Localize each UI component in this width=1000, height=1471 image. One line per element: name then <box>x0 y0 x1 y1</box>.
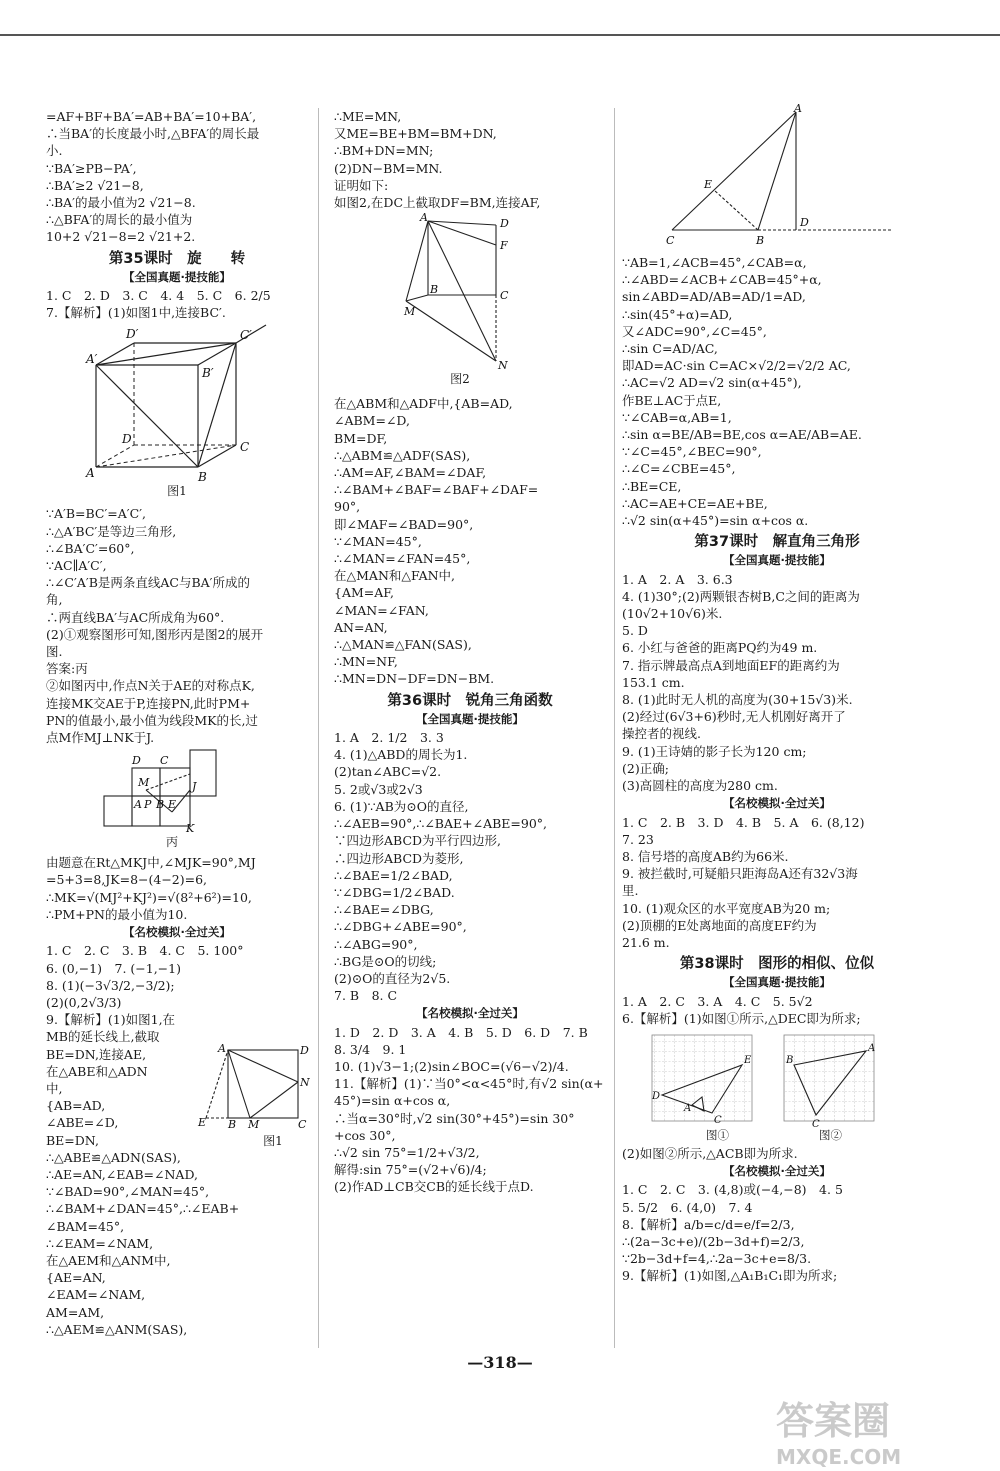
text-line: 5. 5/2 6. (4,0) 7. 4 <box>622 1199 753 1215</box>
text-line: ∴ME=MN, <box>334 109 402 124</box>
watermark-title: 答案圈 <box>776 1399 891 1443</box>
section-heading: 【全国真题·提技能】 <box>123 269 231 284</box>
text-line: ∴当BA′的长度最小时,△BFA′的周长最 <box>46 126 260 142</box>
text-line: AM=AM, <box>46 1304 105 1320</box>
label-c: C <box>160 754 169 768</box>
text-line: (2)如图②所示,△ACB即为所求. <box>622 1145 798 1161</box>
net-diagram <box>102 750 242 834</box>
solution-lines <box>622 1145 932 1162</box>
triangle-diagram <box>662 104 902 248</box>
square-diagram <box>198 1042 310 1132</box>
label-d-prime: D′ <box>126 327 139 342</box>
text-line: ∴√2 sin(α+45°)=sin α+cos α. <box>622 513 809 529</box>
label-e: E <box>168 798 177 812</box>
label-c: C <box>812 1118 820 1130</box>
text-line: 如图2,在DC上截取DF=BM,连接AF, <box>334 195 541 211</box>
text-line: 4. (1)△ABD的周长为1. <box>334 747 468 763</box>
text-line: BE=DN, <box>46 1132 99 1148</box>
text-line: 9.【解析】(1)如图1,在 <box>46 1012 176 1028</box>
text-line: ∴两直线BA′与AC所成角为60°. <box>46 609 225 625</box>
text-line: 1. A 2. 1/2 3. 3 <box>334 730 444 746</box>
text-line: ∴MN=NF, <box>334 654 398 670</box>
text-line: 里. <box>622 883 639 899</box>
text-line: ∠ABM=∠D, <box>334 413 410 429</box>
label-b: B <box>786 1054 794 1066</box>
section-heading: 【全国真题·提技能】 <box>416 711 524 726</box>
text-line: 1. A 2. A 3. 6.3 <box>622 571 733 587</box>
text-line: 即AD=AC·sin C=AC×√2/2=√2/2 AC, <box>622 358 851 374</box>
text-line: ∴∠BAM+∠BAF=∠BAF+∠DAF= <box>334 482 539 498</box>
answer-lines <box>622 993 932 1027</box>
label-m: M <box>404 305 416 319</box>
text-line: 在△AEM和△ANM中, <box>46 1252 171 1268</box>
solution-lines <box>46 505 308 746</box>
text-line: 10. (1)√3−1;(2)sin∠BOC=(√6−√2)/4. <box>334 1058 569 1074</box>
label-c: C <box>298 1118 307 1132</box>
label-c: C <box>714 1114 722 1126</box>
answer-block <box>46 942 308 1338</box>
watermark <box>776 1390 986 1469</box>
text-line: ∴∠ABD=∠ACB+∠CAB=45°+α, <box>622 272 822 288</box>
label-d: D <box>122 432 132 447</box>
text-line: ∴四边形ABCD为菱形, <box>334 850 464 866</box>
text-line: {AE=AN, <box>46 1270 106 1286</box>
text-line: 90°, <box>334 499 361 515</box>
text-line: ∴BE=CE, <box>622 478 682 494</box>
label-b: B <box>430 283 439 297</box>
text-line: 1. A 2. C 3. A 4. C 5. 5√2 <box>622 993 813 1009</box>
cube-diagram <box>86 325 286 483</box>
label-m: M <box>248 1118 260 1132</box>
text-line: 7. 指示牌最高点A到地面EF的距离约为 <box>622 657 840 673</box>
text-line: ∴AM=AF,∠BAM=∠DAF, <box>334 465 487 481</box>
text-line: ∴当α=30°时,√2 sin(30°+45°)=sin 30° <box>334 1110 575 1126</box>
text-line: 小. <box>46 143 63 159</box>
text-line: 5. 2或√3或2√3 <box>334 781 423 797</box>
text-line: 1. C 2. B 3. D 4. B 5. A 6. (8,12) <box>622 814 865 830</box>
text-line: 153.1 cm. <box>622 674 685 690</box>
text-line: 证明如下: <box>334 177 389 193</box>
label-a: A <box>868 1042 876 1054</box>
text-line: ∴∠EAM=∠NAM, <box>46 1235 154 1251</box>
lesson-title: 第36课时 锐角三角函数 <box>387 692 553 709</box>
text-line: 10+2 √21−8=2 √21+2. <box>46 229 196 245</box>
label-m: M <box>138 776 150 790</box>
text-line: ∴AC=√2 AD=√2 sin(α+45°), <box>622 375 802 391</box>
text-line: 6.【解析】(1)如图①所示,△DEC即为所求; <box>622 1010 861 1026</box>
text-line: 8. 信号塔的高度AB约为66米. <box>622 848 789 864</box>
text-line: ∴∠DBG+∠ABE=90°, <box>334 919 467 935</box>
text-line: 11.【解析】(1)∵当0°<α<45°时,有√2 sin(α+ <box>334 1076 604 1092</box>
text-line: 9.【解析】(1)如图,△A₁B₁C₁即为所求; <box>622 1268 838 1284</box>
text-line: 又ME=BE+BM=BM+DN, <box>334 126 497 142</box>
text-line: ∠EAM=∠NAM, <box>46 1287 146 1303</box>
text-line: ∴∠C′A′B是两条直线AC与BA′所成的 <box>46 575 251 591</box>
text-line: 在△ABE和△ADN <box>46 1063 148 1079</box>
label-a: A <box>684 1102 692 1114</box>
column-1 <box>46 108 308 1338</box>
text-line: ∴PM+PN的最小值为10. <box>46 906 188 922</box>
text-line: 6. 小红与爸爸的距离PQ约为49 m. <box>622 640 818 656</box>
text-line: ∴△ABE≌△ADN(SAS), <box>46 1149 181 1165</box>
text-line: 7. B 8. C <box>334 988 398 1004</box>
text-line: MB的延长线上,截取 <box>46 1029 160 1045</box>
figure-caption: 图② <box>819 1127 842 1142</box>
text-line: sin∠ABD=AD/AB=AD/1=AD, <box>622 289 806 305</box>
figure-triangle <box>622 104 932 250</box>
text-line: (2)tan∠ABC=√2. <box>334 764 442 780</box>
text-line: ∵AB=1,∠ACB=45°,∠CAB=α, <box>622 255 807 270</box>
text-line: 7. 23 <box>622 831 654 847</box>
text-line: (10√2+10√6)米. <box>622 606 723 622</box>
lesson-title: 第37课时 解直角三角形 <box>694 534 860 551</box>
figure-caption: 图1 <box>167 484 187 499</box>
label-j: J <box>192 780 197 794</box>
answer-lines <box>622 814 932 952</box>
lesson-title: 第35课时 旋 转 <box>108 250 246 267</box>
text-line: ∠BAM=45°, <box>46 1218 125 1234</box>
text-line: ∴△MAN≌△FAN(SAS), <box>334 637 472 653</box>
text-line: ∵BA′≥PB−PA′, <box>46 160 137 176</box>
section-heading: 【全国真题·提技能】 <box>723 975 831 990</box>
text-line: ∴∠BAE=1/2∠BAD, <box>334 867 453 883</box>
label-c: C <box>666 234 675 247</box>
label-k: K <box>186 822 195 836</box>
text-line: 作BE⊥AC于点E, <box>622 392 722 408</box>
text-line: 1. C 2. D 3. C 4. 4 5. C 6. 2/5 <box>46 288 271 304</box>
text-line: ∴∠BAE=∠DBG, <box>334 902 434 918</box>
text-line: ∴∠ABG=90°, <box>334 936 418 952</box>
text-line: ∴∠BAM+∠DAN=45°,∴∠EAB+ <box>46 1201 240 1217</box>
text-line: PN的值最小,最小值为线段MK的长,过 <box>46 712 258 728</box>
text-line: 解得:sin 75°=(√2+√6)/4; <box>334 1162 487 1178</box>
text-line: 1. D 2. D 3. A 4. B 5. D 6. D 7. B <box>334 1024 588 1040</box>
text-line: ∠ABE=∠D, <box>46 1115 119 1131</box>
label-a: A <box>420 211 428 225</box>
text-line: ∴∠MAN=∠FAN=45°, <box>334 551 471 567</box>
figure-caption: 丙 <box>165 835 178 850</box>
text-line: 中, <box>46 1080 63 1096</box>
text-line: AN=AN, <box>334 619 388 635</box>
text-line: 5. D <box>622 623 648 639</box>
text-line: ∴sin(45°+α)=AD, <box>622 306 733 322</box>
text-line: (2)①观察图形可知,图形丙是图2的展开 <box>46 626 264 642</box>
text-line: ∴(2a−3c+e)/(2b−3d+f)=2/3, <box>622 1233 805 1249</box>
text-line: 点M作MJ⊥NK于J. <box>46 730 155 746</box>
text-line: {AB=AD, <box>46 1098 106 1114</box>
text-line: {AM=AF, <box>334 585 394 601</box>
text-line: =5+3=8,JK=8−(4−2)=6, <box>46 872 208 888</box>
solution-lines <box>334 395 606 687</box>
text-line: ∴△ABM≌△ADF(SAS), <box>334 447 471 463</box>
label-b: B <box>228 1118 237 1132</box>
label-c: C <box>240 440 250 455</box>
text-line: ∵A′B=BC′=A′C′, <box>46 506 147 522</box>
label-d: D <box>500 217 509 231</box>
text-line: (2)作AD⊥CB交CB的延长线于点D. <box>334 1179 534 1195</box>
figure-cube <box>46 325 308 501</box>
section-heading: 【名校模拟·全过关】 <box>723 1164 831 1179</box>
label-e: E <box>704 178 713 191</box>
text-line: ∴AE=AN,∠EAB=∠NAD, <box>46 1166 198 1182</box>
column-divider <box>318 108 319 1348</box>
label-a: A <box>794 102 802 115</box>
text-line: ∵2b−3d+f=4,∴2a−3c+e=8/3. <box>622 1251 812 1267</box>
label-b-prime: B′ <box>202 366 214 381</box>
figure-net <box>46 750 308 850</box>
text-line: BM=DF, <box>334 430 388 446</box>
label-d: D <box>800 216 809 229</box>
solution-lines <box>334 108 606 211</box>
text-line: ∴MN=DN−DF=DN−BM. <box>334 671 495 687</box>
label-a: A <box>134 798 142 812</box>
text-line: 8.【解析】a/b=c/d=e/f=2/3, <box>622 1216 795 1232</box>
text-line: 又∠ADC=90°,∠C=45°, <box>622 323 767 339</box>
text-line: ∵∠C=45°,∠BEC=90°, <box>622 444 762 460</box>
label-b: B <box>156 798 165 812</box>
text-line: ∴△AEM≌△ANM(SAS), <box>46 1321 188 1337</box>
text-line: 角, <box>46 592 63 608</box>
label-n: N <box>498 359 508 373</box>
text-line: (2)正确; <box>622 760 669 776</box>
text-line: 操控者的视线. <box>622 726 701 742</box>
figure-grids <box>622 1031 932 1141</box>
text-line: 10. (1)观众区的水平宽度AB为20 m; <box>622 900 831 916</box>
label-a: A <box>86 466 95 481</box>
text-line: ∴∠AEB=90°,∴∠BAE+∠ABE=90°, <box>334 816 548 832</box>
figure-2 <box>334 211 606 391</box>
text-line: 在△ABM和△ADF中,{AB=AD, <box>334 396 513 412</box>
label-b: B <box>198 470 207 485</box>
section-heading: 【全国真题·提技能】 <box>723 553 831 568</box>
text-line: +cos 30°, <box>334 1127 396 1143</box>
text-line: 4. (1)30°;(2)两颗银杏树B,C之间的距离为 <box>622 588 860 604</box>
column-3 <box>622 102 932 1285</box>
text-line: ∴BA′≥2 √21−8, <box>46 177 144 193</box>
header-rule <box>0 34 1000 36</box>
text-line: BE=DN,连接AE, <box>46 1046 147 1062</box>
label-d: D <box>652 1090 661 1102</box>
text-line: ∵∠DBG=1/2∠BAD. <box>334 884 455 900</box>
grid-diagrams <box>644 1031 894 1130</box>
text-line: (2)(0,2√3/3) <box>46 994 122 1010</box>
text-line: 即∠MAF=∠BAD=90°, <box>334 516 474 532</box>
text-line: (2)DN−BM=MN. <box>334 160 443 176</box>
section-heading: 【名校模拟·全过关】 <box>723 796 831 811</box>
text-line: 45°)=sin α+cos α, <box>334 1093 451 1109</box>
text-line: =AF+BF+BA′=AB+BA′=10+BA′, <box>46 109 257 124</box>
text-line: (3)高圆柱的高度为280 cm. <box>622 778 778 794</box>
text-line: ∴BA′的最小值为2 √21−8. <box>46 195 196 211</box>
text-line: 在△MAN和△FAN中, <box>334 568 456 584</box>
text-line: 1. C 2. C 3. (4,8)或(−4,−8) 4. 5 <box>622 1182 843 1198</box>
text-line: ∵∠CAB=α,AB=1, <box>622 409 732 425</box>
label-d: D <box>300 1044 309 1058</box>
text-line: 6. (1)∵AB为⊙O的直径, <box>334 798 469 814</box>
text-line: 8. 3/4 9. 1 <box>334 1041 407 1057</box>
column-divider <box>614 108 615 1348</box>
text-line: ∴△A′BC′是等边三角形, <box>46 523 177 539</box>
text-line: 8. (1)(−3√3/2,−3/2); <box>46 977 175 993</box>
text-line: ∴∠C=∠CBE=45°, <box>622 461 736 477</box>
label-e: E <box>744 1054 752 1066</box>
section-heading: 【名校模拟·全过关】 <box>123 925 231 940</box>
text-line: ∵四边形ABCD为平行四边形, <box>334 833 502 849</box>
text-line: 9. 被拦截时,可疑船只距海岛A还有32√3海 <box>622 866 858 882</box>
text-line: ∴∠BA′C′=60°, <box>46 540 135 556</box>
solution-lines <box>46 108 308 246</box>
label-a-prime: A′ <box>86 352 98 367</box>
column-2 <box>334 108 606 1196</box>
figure-square <box>198 1042 308 1149</box>
grid-captions <box>706 1127 932 1144</box>
square-proof-diagram <box>404 211 534 373</box>
text-line: ∠MAN=∠FAN, <box>334 602 429 618</box>
text-line: ∵AC∥A′C′, <box>46 558 107 574</box>
label-p: P <box>144 798 152 812</box>
text-line: 答案:丙 <box>46 661 88 677</box>
text-line: ∴sin C=AD/AC, <box>622 341 718 357</box>
answer-lines <box>622 1181 932 1284</box>
watermark-url: MXQE.COM <box>776 1445 902 1469</box>
text-line: ②如图丙中,作点N关于AE的对称点K, <box>46 678 255 694</box>
label-c: C <box>500 289 509 303</box>
answer-lines <box>622 571 932 795</box>
label-c-prime: C′ <box>240 328 252 343</box>
text-line: 21.6 m. <box>622 934 670 950</box>
solution-lines <box>46 854 308 923</box>
text-line: ∵∠MAN=45°, <box>334 533 422 549</box>
text-line: ∵∠BAD=90°,∠MAN=45°, <box>46 1184 210 1200</box>
label-a: A <box>218 1042 226 1056</box>
text-line: 9. (1)王诗婧的影子长为120 cm; <box>622 743 807 759</box>
text-line: (2)经过(6√3+6)秒时,无人机刚好离开了 <box>622 709 846 725</box>
text-line: 6. (0,−1) 7. (−1,−1) <box>46 960 181 976</box>
text-line: 7.【解析】(1)如图1中,连接BC′. <box>46 305 226 321</box>
solution-lines <box>622 254 932 529</box>
label-e: E <box>198 1116 207 1130</box>
text-line: 由题意在Rt△MKJ中,∠MJK=90°,MJ <box>46 855 256 871</box>
text-line: ∴BM+DN=MN; <box>334 143 434 159</box>
label-f: F <box>500 239 508 253</box>
text-line: ∴MK=√(MJ²+KJ²)=√(8²+6²)=10, <box>46 889 252 905</box>
section-heading: 【名校模拟·全过关】 <box>416 1006 524 1021</box>
figure-caption: 图① <box>706 1127 729 1142</box>
page-number: —318— <box>467 1353 533 1372</box>
text-line: 连接MK交AE于P,连接PN,此时PM+ <box>46 695 251 711</box>
text-line: ∴sin α=BE/AB=BE,cos α=AE/AB=AE. <box>622 427 862 443</box>
text-line: 8. (1)此时无人机的高度为(30+15√3)米. <box>622 692 853 708</box>
text-line: (2)顶棚的E处离地面的高度EF约为 <box>622 917 817 933</box>
text-line: ∴△BFA′的周长的最小值为 <box>46 212 193 228</box>
lesson-title: 第38课时 图形的相似、位似 <box>679 956 875 973</box>
figure-caption: 图2 <box>450 372 470 387</box>
label-b: B <box>756 234 765 247</box>
text-line: ∴BG是⊙O的切线; <box>334 953 437 969</box>
figure-caption: 图1 <box>263 1133 283 1148</box>
text-line: ∴AC=AE+CE=AE+BE, <box>622 495 768 511</box>
text-line: ∴√2 sin 75°=1/2+√3/2, <box>334 1144 480 1160</box>
text-line: (2)⊙O的直径为2√5. <box>334 970 451 986</box>
label-d: D <box>132 754 141 768</box>
text-line: 图. <box>46 644 63 660</box>
answer-lines <box>334 729 606 1004</box>
answer-lines <box>46 287 308 321</box>
answer-lines <box>334 1024 606 1196</box>
text-line: 1. C 2. C 3. B 4. C 5. 100° <box>46 943 244 959</box>
label-n: N <box>300 1076 310 1090</box>
